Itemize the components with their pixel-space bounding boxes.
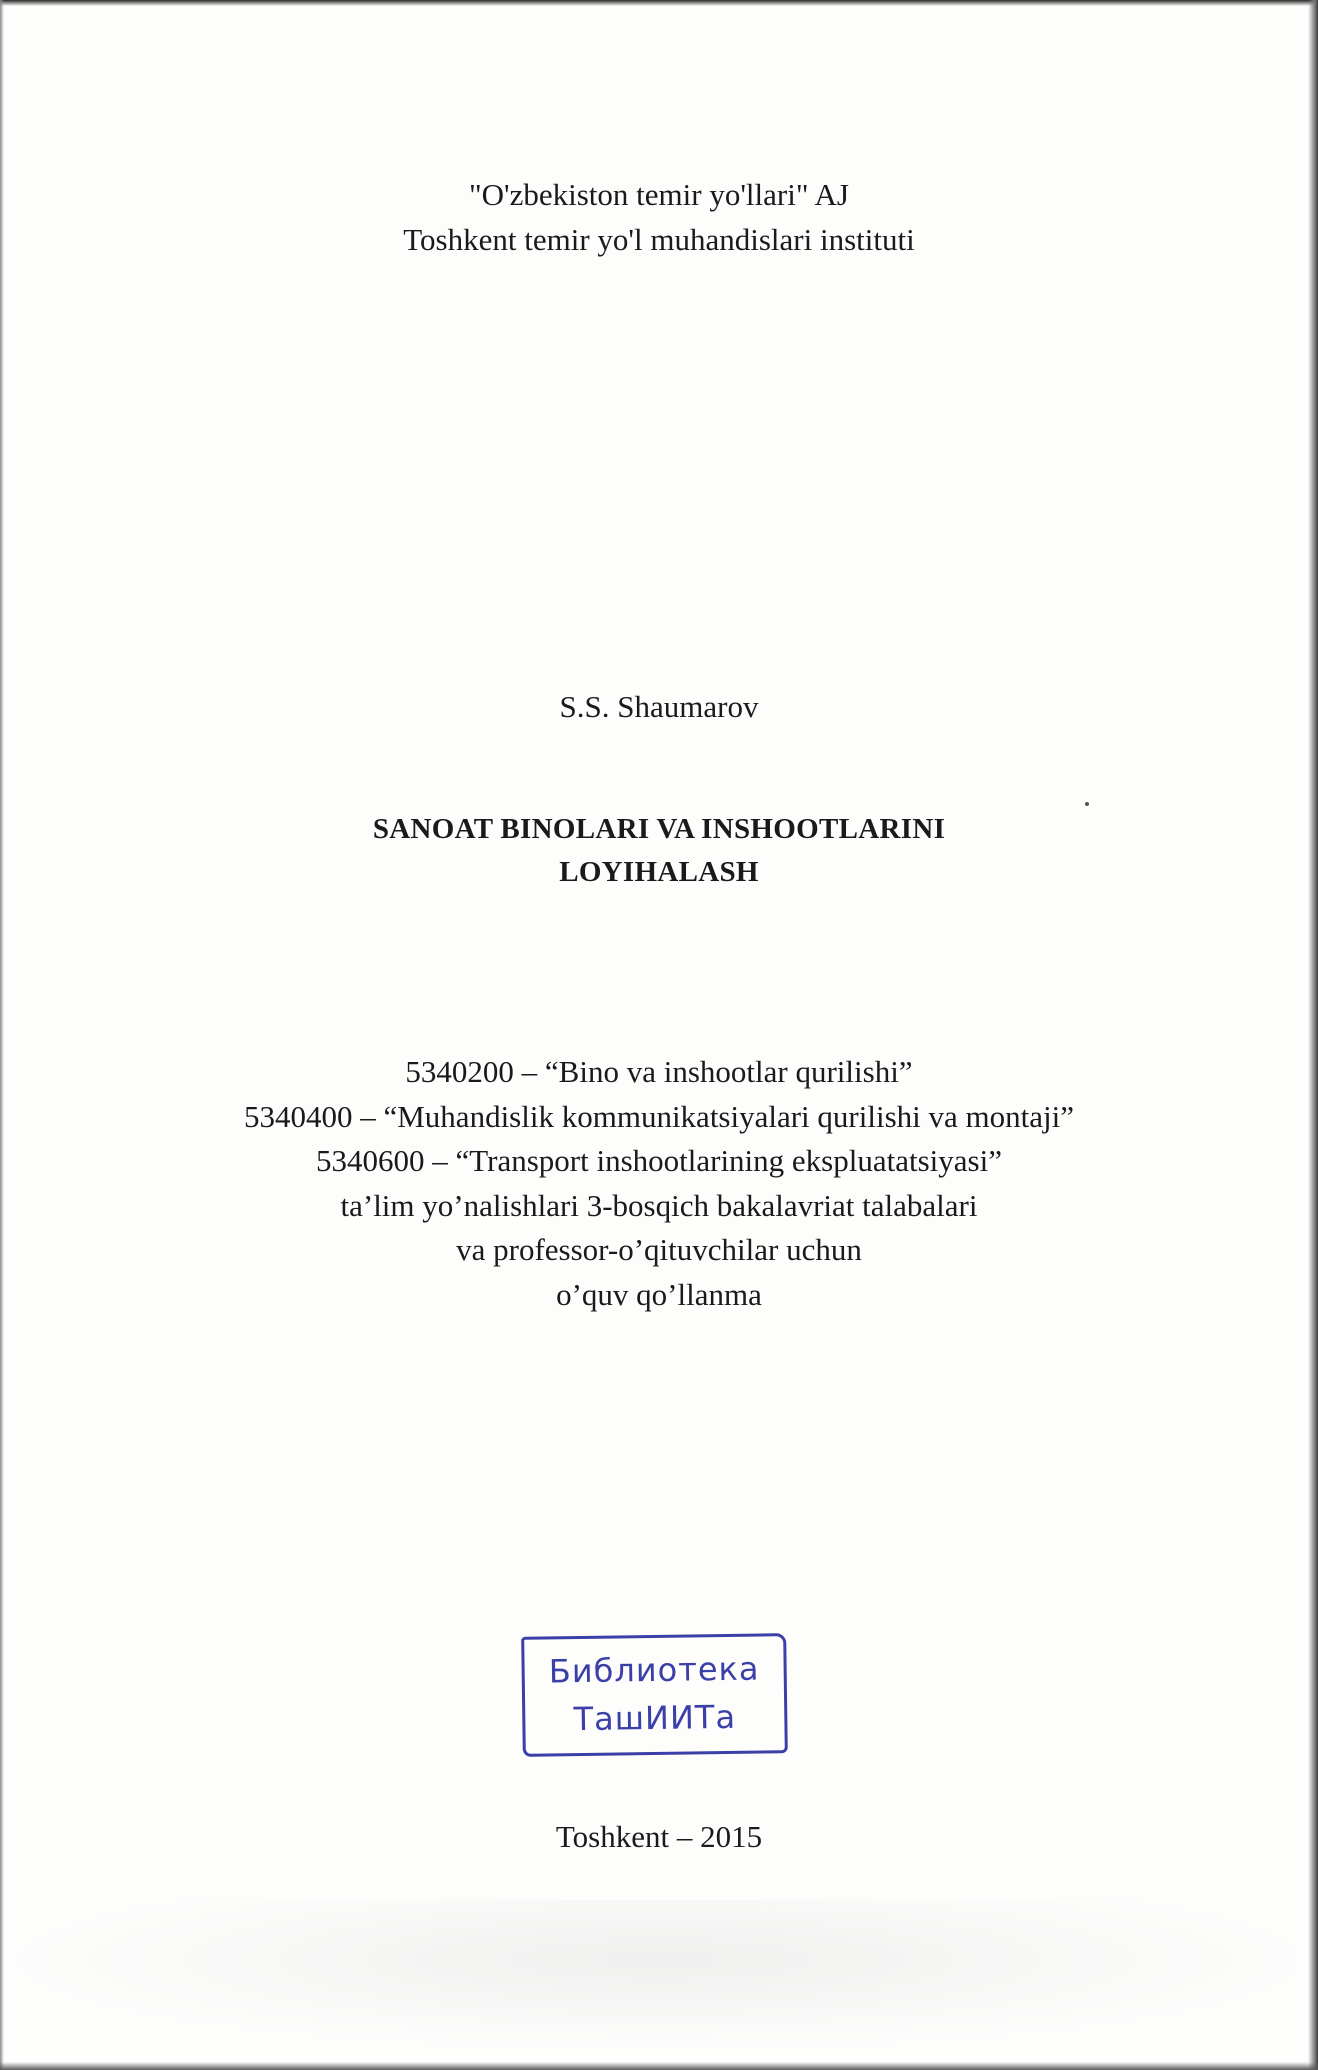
institute-name: Toshkent temir yo'l muhandislari instituti — [403, 222, 915, 257]
specialty-line: 5340200 – “Bino va inshootlar qurilishi” — [405, 1054, 913, 1089]
scan-speck — [1085, 802, 1089, 806]
scan-edge-left — [0, 0, 4, 2070]
book-title-line-1: SANOAT BINOLARI VA INSHOOTLARINI — [372, 813, 946, 845]
author-name: S.S. Shaumarov — [559, 689, 759, 724]
document-type: o’quv qo’llanma — [556, 1277, 762, 1312]
scan-edge-right — [1308, 0, 1318, 2070]
specialty-line: 5340400 – “Muhandislik kommunikatsiyalari qurilishi va montaji” — [243, 1099, 1074, 1134]
organization-name: "O'zbekiston temir yo'llari" AJ — [468, 177, 849, 212]
scan-smudge — [0, 1900, 1318, 2050]
stamp-line-1: Библиотека — [548, 1649, 760, 1691]
scan-edge-top — [0, 0, 1318, 6]
city-year: Toshkent – 2015 — [555, 1819, 763, 1854]
audience-line: va professor-o’qituvchilar uchun — [456, 1232, 862, 1267]
scan-edge-bottom — [0, 2062, 1318, 2070]
book-title-line-2: LOYIHALASH — [559, 856, 759, 888]
specialty-line: 5340600 – “Transport inshootlarining ekspluatatsiyasi” — [316, 1143, 1002, 1178]
audience-line: ta’lim yo’nalishlari 3-bosqich bakalavriat talabalari — [340, 1188, 978, 1223]
library-stamp — [521, 1633, 788, 1757]
stamp-line-2: ТашИИТа — [573, 1697, 737, 1739]
